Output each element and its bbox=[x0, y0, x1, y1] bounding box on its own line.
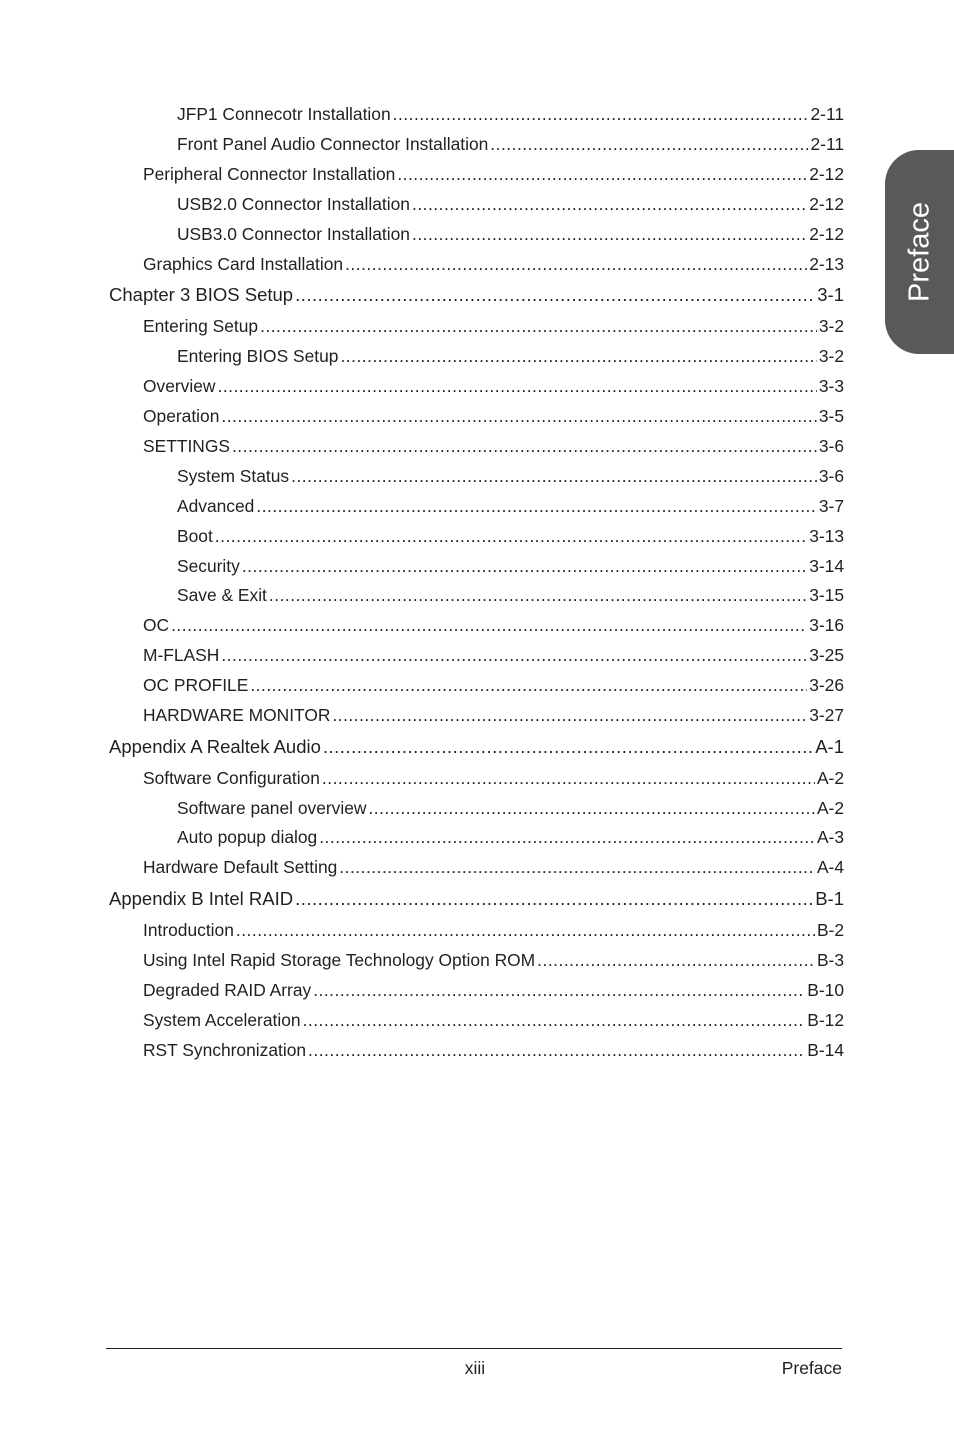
toc-entry-page: B-2 bbox=[816, 920, 844, 940]
toc-dot-leader bbox=[332, 705, 807, 726]
toc-entry[interactable] bbox=[143, 376, 844, 398]
toc-dot-leader bbox=[393, 104, 809, 125]
toc-entry-title: System Status bbox=[177, 466, 290, 486]
toc-entry[interactable] bbox=[143, 1040, 844, 1062]
footer-divider bbox=[106, 1348, 842, 1349]
toc-entry-title: USB3.0 Connector Installation bbox=[177, 224, 410, 244]
toc-entry-title: Introduction bbox=[143, 920, 234, 940]
toc-dot-leader bbox=[412, 194, 807, 215]
toc-dot-leader bbox=[260, 316, 817, 337]
toc-entry[interactable] bbox=[177, 346, 844, 368]
toc-entry-title: Hardware Default Setting bbox=[143, 857, 338, 877]
toc-entry[interactable] bbox=[143, 675, 844, 697]
toc-dot-leader bbox=[291, 466, 817, 487]
toc-entry[interactable] bbox=[177, 556, 844, 578]
toc-entry-page: 3-25 bbox=[809, 645, 844, 665]
toc-dot-leader bbox=[368, 798, 814, 819]
toc-entry[interactable] bbox=[143, 857, 844, 879]
toc-chapter-entry[interactable] bbox=[109, 736, 844, 760]
toc-dot-leader bbox=[345, 254, 807, 275]
toc-entry[interactable] bbox=[143, 316, 844, 338]
footer-page-number: xiii bbox=[464, 1358, 486, 1378]
toc-entry[interactable] bbox=[177, 827, 844, 849]
toc-entry[interactable] bbox=[143, 920, 844, 942]
toc-entry-page: 3-14 bbox=[809, 556, 844, 576]
toc-entry[interactable] bbox=[143, 768, 844, 790]
toc-entry-page: 3-1 bbox=[817, 284, 844, 305]
toc-entry[interactable] bbox=[177, 104, 844, 126]
toc-entry-page: B-12 bbox=[807, 1010, 844, 1030]
toc-chapter-entry[interactable] bbox=[109, 284, 844, 308]
toc-entry-title: Appendix B Intel RAID bbox=[109, 888, 294, 909]
toc-entry-title: OC bbox=[143, 615, 170, 635]
toc-entry-page: A-2 bbox=[816, 798, 844, 818]
toc-entry-page: A-2 bbox=[816, 768, 844, 788]
toc-entry-page: 3-27 bbox=[809, 705, 844, 725]
toc-entry-title: USB2.0 Connector Installation bbox=[177, 194, 410, 214]
toc-entry-page: B-10 bbox=[807, 980, 844, 1000]
toc-entry-title: System Acceleration bbox=[143, 1010, 301, 1030]
toc-dot-leader bbox=[221, 645, 807, 666]
toc-entry-title: Using Intel Rapid Storage Technology Option ROM bbox=[143, 950, 536, 970]
toc-entry[interactable] bbox=[143, 1010, 844, 1032]
toc-entry-page: 3-2 bbox=[818, 316, 844, 336]
toc-entry-title: M-FLASH bbox=[143, 645, 220, 665]
toc-dot-leader bbox=[242, 556, 807, 577]
toc-entry-page: B-14 bbox=[807, 1040, 844, 1060]
toc-entry[interactable] bbox=[177, 496, 844, 518]
toc-dot-leader bbox=[256, 496, 817, 517]
toc-entry-page: B-1 bbox=[815, 888, 844, 909]
toc-dot-leader bbox=[221, 406, 816, 427]
toc-entry-title: Chapter 3 BIOS Setup bbox=[109, 284, 294, 305]
toc-entry-page: 2-11 bbox=[810, 134, 844, 154]
toc-entry[interactable] bbox=[143, 436, 844, 458]
toc-entry-title: OC PROFILE bbox=[143, 675, 249, 695]
toc-entry-page: 3-5 bbox=[818, 406, 844, 426]
toc-dot-leader bbox=[412, 224, 807, 245]
toc-entry[interactable] bbox=[177, 526, 844, 548]
toc-entry[interactable] bbox=[143, 980, 844, 1002]
toc-entry-page: 2-12 bbox=[809, 194, 844, 214]
toc-entry[interactable] bbox=[177, 798, 844, 820]
toc-entry[interactable] bbox=[143, 705, 844, 727]
toc-dot-leader bbox=[490, 134, 808, 155]
toc-entry[interactable] bbox=[143, 615, 844, 637]
toc-entry-page: 3-6 bbox=[818, 436, 844, 456]
toc-entry-page: A-3 bbox=[816, 827, 844, 847]
toc-dot-leader bbox=[308, 1040, 805, 1061]
toc-entry-page: 3-13 bbox=[809, 526, 844, 546]
toc-dot-leader bbox=[323, 736, 813, 758]
toc-dot-leader bbox=[250, 675, 807, 696]
toc-entry-page: 2-12 bbox=[809, 224, 844, 244]
toc-entry-title: RST Synchronization bbox=[143, 1040, 307, 1060]
toc-chapter-entry[interactable] bbox=[109, 888, 844, 912]
toc-entry[interactable] bbox=[143, 645, 844, 667]
toc-dot-leader bbox=[232, 436, 817, 457]
toc-entry[interactable] bbox=[177, 134, 844, 156]
toc-entry[interactable] bbox=[177, 466, 844, 488]
toc-dot-leader bbox=[295, 284, 815, 306]
toc-entry-title: JFP1 Connecotr Installation bbox=[177, 104, 391, 124]
toc-entry-page: 2-11 bbox=[810, 104, 844, 124]
side-tab-label: Preface bbox=[903, 202, 935, 302]
toc-entry-title: Front Panel Audio Connector Installation bbox=[177, 134, 489, 154]
toc-dot-leader bbox=[303, 1010, 806, 1031]
toc-entry-page: 3-3 bbox=[818, 376, 844, 396]
toc-dot-leader bbox=[322, 768, 815, 789]
toc-entry[interactable] bbox=[177, 194, 844, 216]
toc-entry-title: Appendix A Realtek Audio bbox=[109, 736, 321, 757]
toc-entry-page: 3-15 bbox=[809, 585, 844, 605]
toc-dot-leader bbox=[236, 920, 815, 941]
toc-dot-leader bbox=[295, 888, 813, 910]
toc-entry-page: 3-6 bbox=[818, 466, 844, 486]
toc-entry-page: 2-12 bbox=[809, 164, 844, 184]
toc-dot-leader bbox=[313, 980, 805, 1001]
footer-section-title: Preface bbox=[781, 1358, 842, 1378]
toc-entry[interactable] bbox=[143, 164, 844, 186]
toc-dot-leader bbox=[340, 346, 816, 367]
toc-entry-title: Save & Exit bbox=[177, 585, 267, 605]
toc-entry-title: Degraded RAID Array bbox=[143, 980, 312, 1000]
toc-dot-leader bbox=[397, 164, 807, 185]
toc-entry-title: Operation bbox=[143, 406, 220, 426]
toc-entry-page: B-3 bbox=[816, 950, 844, 970]
toc-entry[interactable] bbox=[143, 254, 844, 276]
toc-entry-title: Graphics Card Installation bbox=[143, 254, 344, 274]
toc-dot-leader bbox=[171, 615, 807, 636]
toc-entry-title: Advanced bbox=[177, 496, 255, 516]
toc-entry-title: Software panel overview bbox=[177, 798, 367, 818]
toc-entry-page: 3-7 bbox=[818, 496, 844, 516]
toc-entry-title: HARDWARE MONITOR bbox=[143, 705, 331, 725]
toc-entry-page: A-1 bbox=[815, 736, 844, 757]
toc-entry-title: Software Configuration bbox=[143, 768, 320, 788]
toc-dot-leader bbox=[319, 827, 815, 848]
toc-entry-title: Entering BIOS Setup bbox=[177, 346, 339, 366]
toc-entry-page: 3-2 bbox=[818, 346, 844, 366]
toc-dot-leader bbox=[269, 585, 807, 606]
toc-entry[interactable] bbox=[143, 406, 844, 428]
toc-entry-page: 3-26 bbox=[809, 675, 844, 695]
section-side-tab bbox=[885, 150, 954, 354]
toc-entry[interactable] bbox=[177, 224, 844, 246]
toc-dot-leader bbox=[217, 376, 816, 397]
toc-dot-leader bbox=[215, 526, 807, 547]
toc-entry[interactable] bbox=[177, 585, 844, 607]
toc-dot-leader bbox=[537, 950, 815, 971]
toc-dot-leader bbox=[339, 857, 815, 878]
toc-entry[interactable] bbox=[143, 950, 844, 972]
toc-entry-title: SETTINGS bbox=[143, 436, 230, 456]
toc-entry-title: Peripheral Connector Installation bbox=[143, 164, 396, 184]
toc-entry-title: Security bbox=[177, 556, 240, 576]
toc-entry-title: Entering Setup bbox=[143, 316, 259, 336]
toc-entry-page: A-4 bbox=[816, 857, 844, 877]
toc-entry-title: Overview bbox=[143, 376, 216, 396]
toc-entry-title: Auto popup dialog bbox=[177, 827, 318, 847]
toc-entry-title: Boot bbox=[177, 526, 213, 546]
toc-entry-page: 2-13 bbox=[809, 254, 844, 274]
toc-entry-page: 3-16 bbox=[809, 615, 844, 635]
